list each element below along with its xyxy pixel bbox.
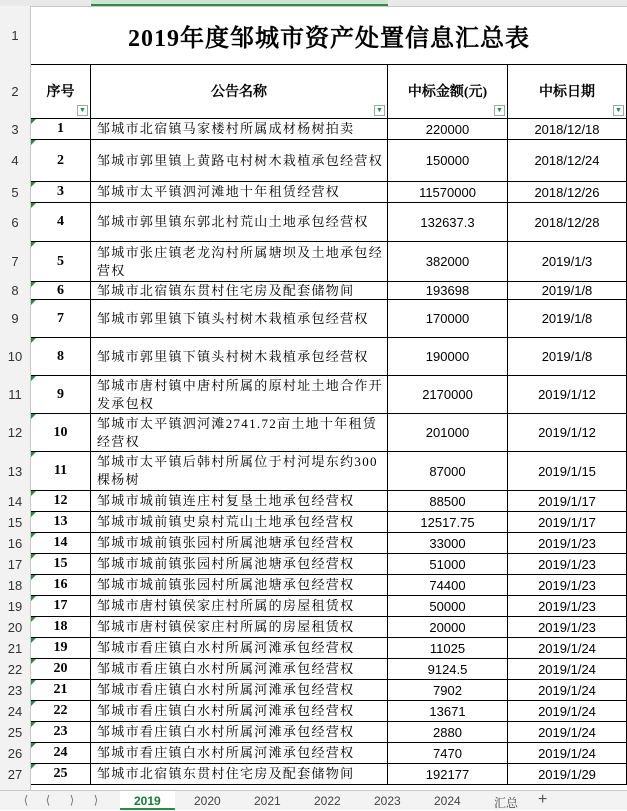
- header-amount: [388, 64, 508, 119]
- cell-comment-marker-icon: [31, 743, 36, 748]
- cell-comment-marker-icon: [31, 680, 36, 685]
- cell-comment-marker-icon: [31, 452, 36, 457]
- table-row: [31, 575, 627, 596]
- row-number-cell[interactable]: 8: [31, 338, 91, 376]
- date-cell[interactable]: 2019/1/23: [508, 617, 627, 638]
- scroll-tabs-right-icon[interactable]: ⟩: [69, 793, 75, 807]
- row-header-number[interactable]: 22: [7, 662, 23, 677]
- filter-dropdown-icon[interactable]: ▼: [77, 105, 88, 116]
- cell-comment-marker-icon: [31, 119, 36, 124]
- date-cell[interactable]: 2018/12/28: [508, 203, 627, 242]
- sheet-tab-2020[interactable]: 2020: [194, 794, 221, 808]
- amount-cell[interactable]: 9124.5: [388, 659, 508, 680]
- amount-cell[interactable]: 12517.75: [388, 512, 508, 533]
- date-cell[interactable]: 2019/1/12: [508, 376, 627, 414]
- table-row: [31, 659, 627, 680]
- row-header-number[interactable]: 18: [7, 578, 23, 593]
- table-row: [31, 680, 627, 701]
- table-row: [31, 338, 627, 376]
- announcement-name-cell[interactable]: 邹城市太平镇后韩村所属位于村河堤东约300棵杨树: [91, 452, 388, 491]
- row-number-cell[interactable]: 15: [31, 554, 91, 575]
- date-cell[interactable]: 2019/1/15: [508, 452, 627, 491]
- amount-cell[interactable]: 88500: [388, 491, 508, 512]
- row-header-number[interactable]: 16: [7, 536, 23, 551]
- cell-comment-marker-icon: [31, 554, 36, 559]
- scroll-tabs-right-icon[interactable]: ⟩: [93, 793, 99, 807]
- header-amount-label: 中标金额(元): [407, 85, 488, 100]
- row-number-cell[interactable]: 9: [31, 376, 91, 414]
- selected-column-b[interactable]: [91, 0, 388, 6]
- header-name-label: 公告名称: [211, 85, 267, 100]
- amount-cell[interactable]: 2880: [388, 722, 508, 743]
- row-header-number[interactable]: 19: [7, 599, 23, 614]
- table-row: [31, 376, 627, 414]
- scroll-tabs-left-icon[interactable]: ⟨: [23, 793, 29, 807]
- row-number-cell[interactable]: 14: [31, 533, 91, 554]
- row-header-number[interactable]: 14: [7, 494, 23, 509]
- row-header-number[interactable]: 11: [8, 387, 22, 402]
- cell-comment-marker-icon: [31, 376, 36, 381]
- column-header-bar[interactable]: [0, 0, 627, 7]
- date-cell[interactable]: 2019/1/17: [508, 512, 627, 533]
- announcement-name-cell[interactable]: 邹城市看庄镇白水村所属河滩承包经营权: [91, 638, 388, 659]
- announcement-name-cell[interactable]: 邹城市郭里镇下镇头村树木栽植承包经营权: [91, 338, 388, 376]
- announcement-name-cell[interactable]: 邹城市郭里镇下镇头村树木栽植承包经营权: [91, 300, 388, 338]
- amount-cell[interactable]: 11025: [388, 638, 508, 659]
- amount-cell[interactable]: 51000: [388, 554, 508, 575]
- table-row: [31, 701, 627, 722]
- amount-cell[interactable]: 74400: [388, 575, 508, 596]
- cell-comment-marker-icon: [31, 338, 36, 343]
- announcement-name-cell[interactable]: 邹城市太平镇泗河滩地十年租赁经营权: [91, 182, 388, 203]
- announcement-name-cell[interactable]: 邹城市看庄镇白水村所属河滩承包经营权: [91, 701, 388, 722]
- announcement-name-cell[interactable]: 邹城市郭里镇上黄路屯村树木栽植承包经营权: [91, 140, 388, 182]
- row-number-cell[interactable]: 2: [31, 140, 91, 182]
- filter-dropdown-icon[interactable]: ▼: [613, 105, 624, 116]
- amount-cell[interactable]: 7902: [388, 680, 508, 701]
- cell-comment-marker-icon: [31, 617, 36, 622]
- date-cell[interactable]: 2018/12/18: [508, 119, 627, 140]
- sheet-tab-2022[interactable]: 2022: [314, 794, 341, 808]
- date-cell[interactable]: 2019/1/23: [508, 596, 627, 617]
- table-row: [31, 554, 627, 575]
- row-number-cell[interactable]: 11: [31, 452, 91, 491]
- row-number-cell[interactable]: 20: [31, 659, 91, 680]
- table-row: [31, 638, 627, 659]
- date-cell[interactable]: 2019/1/17: [508, 491, 627, 512]
- amount-cell[interactable]: 150000: [388, 140, 508, 182]
- cell-comment-marker-icon: [31, 140, 36, 145]
- row-number-cell[interactable]: 22: [31, 701, 91, 722]
- table-row: [31, 743, 627, 764]
- table-row: [31, 140, 627, 182]
- header-no-label: 序号: [46, 85, 75, 100]
- amount-cell[interactable]: 7470: [388, 743, 508, 764]
- amount-cell[interactable]: 33000: [388, 533, 508, 554]
- row-header-number[interactable]: 24: [7, 704, 23, 719]
- row-number-cell[interactable]: 18: [31, 617, 91, 638]
- row-number-cell[interactable]: 19: [31, 638, 91, 659]
- table-row: [31, 242, 627, 282]
- table-row: [31, 119, 627, 140]
- amount-cell[interactable]: 87000: [388, 452, 508, 491]
- announcement-name-cell[interactable]: 邹城市唐村镇侯家庄村所属的房屋租赁权: [91, 596, 388, 617]
- cell-comment-marker-icon: [31, 182, 36, 187]
- amount-cell[interactable]: 11570000: [388, 182, 508, 203]
- row-number-cell[interactable]: 5: [31, 242, 91, 282]
- cell-comment-marker-icon: [31, 242, 36, 247]
- date-cell[interactable]: 2019/1/8: [508, 282, 627, 300]
- row-number-cell[interactable]: 16: [31, 575, 91, 596]
- announcement-name-cell[interactable]: 邹城市看庄镇白水村所属河滩承包经营权: [91, 680, 388, 701]
- row-number-cell[interactable]: 6: [31, 282, 91, 300]
- cell-comment-marker-icon: [31, 575, 36, 580]
- date-cell[interactable]: 2019/1/23: [508, 554, 627, 575]
- announcement-name-cell[interactable]: 邹城市张庄镇老龙沟村所属塘坝及土地承包经营权: [91, 242, 388, 282]
- add-sheet-button[interactable]: +: [538, 791, 548, 808]
- amount-cell[interactable]: 20000: [388, 617, 508, 638]
- row-number-cell[interactable]: 3: [31, 182, 91, 203]
- date-cell[interactable]: 2019/1/24: [508, 701, 627, 722]
- amount-cell[interactable]: 132637.3: [388, 203, 508, 242]
- row-number-cell[interactable]: 7: [31, 300, 91, 338]
- date-cell[interactable]: 2019/1/3: [508, 242, 627, 282]
- row-number-cell[interactable]: 23: [31, 722, 91, 743]
- row-header-number[interactable]: 27: [7, 767, 23, 782]
- date-cell[interactable]: 2019/1/8: [508, 338, 627, 376]
- announcement-name-cell[interactable]: 邹城市唐村镇中唐村所属的原村址土地合作开发承包权: [91, 376, 388, 414]
- table-row: [31, 764, 627, 785]
- amount-cell[interactable]: 220000: [388, 119, 508, 140]
- amount-cell[interactable]: 170000: [388, 300, 508, 338]
- filter-dropdown-icon[interactable]: ▼: [494, 105, 505, 116]
- sheet-tab-summary[interactable]: 汇总: [494, 796, 519, 810]
- table-row: [31, 512, 627, 533]
- row-header-number[interactable]: 2: [11, 84, 19, 99]
- row-header-number[interactable]: 12: [7, 425, 23, 440]
- date-cell[interactable]: 2019/1/23: [508, 575, 627, 596]
- amount-cell[interactable]: 190000: [388, 338, 508, 376]
- row-number-cell[interactable]: 24: [31, 743, 91, 764]
- amount-cell[interactable]: 193698: [388, 282, 508, 300]
- table-row: [31, 414, 627, 452]
- date-cell[interactable]: 2019/1/24: [508, 659, 627, 680]
- date-cell[interactable]: 2019/1/24: [508, 680, 627, 701]
- sheet-tab-2019[interactable]: 2019: [120, 791, 175, 810]
- cell-comment-marker-icon: [31, 414, 36, 419]
- row-header-number[interactable]: 4: [11, 153, 19, 168]
- row-header-number[interactable]: 23: [7, 683, 23, 698]
- announcement-name-cell[interactable]: 邹城市太平镇泗河滩2741.72亩土地十年租赁经营权: [91, 414, 388, 452]
- header-date: [508, 64, 627, 119]
- date-cell[interactable]: 2019/1/12: [508, 414, 627, 452]
- announcement-name-cell[interactable]: 邹城市看庄镇白水村所属河滩承包经营权: [91, 743, 388, 764]
- table-row: [31, 282, 627, 300]
- row-header-number[interactable]: 21: [7, 641, 23, 656]
- row-number-cell[interactable]: 13: [31, 512, 91, 533]
- table-row: [31, 203, 627, 242]
- date-cell[interactable]: 2019/1/24: [508, 743, 627, 764]
- date-cell[interactable]: 2019/1/23: [508, 533, 627, 554]
- amount-cell[interactable]: 382000: [388, 242, 508, 282]
- cell-comment-marker-icon: [31, 491, 36, 496]
- announcement-name-cell[interactable]: 邹城市北宿镇马家楼村所属成材杨树拍卖: [91, 119, 388, 140]
- row-number-cell[interactable]: 21: [31, 680, 91, 701]
- announcement-name-cell[interactable]: 邹城市北宿镇东贯村住宅房及配套储物间: [91, 282, 388, 300]
- amount-cell[interactable]: 13671: [388, 701, 508, 722]
- row-header-number[interactable]: 13: [7, 464, 23, 479]
- row-header-number[interactable]: 10: [7, 349, 23, 364]
- row-header-number[interactable]: 7: [11, 254, 19, 269]
- announcement-name-cell[interactable]: 邹城市城前镇张园村所属池塘承包经营权: [91, 533, 388, 554]
- row-number-cell[interactable]: 10: [31, 414, 91, 452]
- announcement-name-cell[interactable]: 邹城市北宿镇东贯村住宅房及配套储物间: [91, 764, 388, 785]
- cell-comment-marker-icon: [31, 533, 36, 538]
- header-name: [91, 64, 388, 119]
- announcement-name-cell[interactable]: 邹城市城前镇张园村所属池塘承包经营权: [91, 554, 388, 575]
- row-header-number[interactable]: 6: [11, 215, 19, 230]
- cell-comment-marker-icon: [31, 638, 36, 643]
- row-header-number[interactable]: 5: [11, 185, 19, 200]
- sheet-tab-2023[interactable]: 2023: [374, 794, 401, 808]
- table-row: [31, 617, 627, 638]
- date-cell[interactable]: 2019/1/8: [508, 300, 627, 338]
- announcement-name-cell[interactable]: 邹城市城前镇张园村所属池塘承包经营权: [91, 575, 388, 596]
- row-number-cell[interactable]: 17: [31, 596, 91, 617]
- row-header-number[interactable]: 1: [11, 28, 19, 43]
- amount-cell[interactable]: 50000: [388, 596, 508, 617]
- sheet-tab-bar: [0, 790, 627, 810]
- announcement-name-cell[interactable]: 邹城市城前镇史泉村荒山土地承包经营权: [91, 512, 388, 533]
- announcement-name-cell[interactable]: 邹城市城前镇连庄村复垦土地承包经营权: [91, 491, 388, 512]
- row-header-number[interactable]: 17: [7, 557, 23, 572]
- cell-comment-marker-icon: [31, 282, 36, 287]
- date-cell[interactable]: 2018/12/26: [508, 182, 627, 203]
- table-row: [31, 491, 627, 512]
- row-header-number[interactable]: 26: [7, 746, 23, 761]
- header-date-label: 中标日期: [539, 85, 595, 100]
- sheet-tab-2021[interactable]: 2021: [254, 794, 281, 808]
- row-header-number[interactable]: 25: [7, 725, 23, 740]
- date-cell[interactable]: 2019/1/29: [508, 764, 627, 785]
- cell-comment-marker-icon: [31, 722, 36, 727]
- sheet-title: 2019年度邹城市资产处置信息汇总表: [31, 7, 627, 65]
- cell-comment-marker-icon: [31, 203, 36, 208]
- cell-comment-marker-icon: [31, 300, 36, 305]
- row-header-number[interactable]: 8: [11, 283, 19, 298]
- cell-comment-marker-icon: [31, 512, 36, 517]
- cell-comment-marker-icon: [31, 596, 36, 601]
- table-row: [31, 182, 627, 203]
- row-header-number[interactable]: 9: [11, 311, 19, 326]
- amount-cell[interactable]: 201000: [388, 414, 508, 452]
- row-header-bar[interactable]: [0, 6, 31, 790]
- sheet-tab-2024[interactable]: 2024: [434, 794, 461, 808]
- amount-cell[interactable]: 2170000: [388, 376, 508, 414]
- announcement-name-cell[interactable]: 邹城市唐村镇侯家庄村所属的房屋租赁权: [91, 617, 388, 638]
- cell-comment-marker-icon: [31, 764, 36, 769]
- row-number-cell[interactable]: 25: [31, 764, 91, 785]
- table-row: [31, 533, 627, 554]
- row-number-cell[interactable]: 1: [31, 119, 91, 140]
- scroll-tabs-left-icon[interactable]: ⟨: [45, 793, 51, 807]
- cell-comment-marker-icon: [31, 659, 36, 664]
- row-header-number[interactable]: 3: [11, 122, 19, 137]
- date-cell[interactable]: 2019/1/24: [508, 638, 627, 659]
- row-header-number[interactable]: 20: [7, 620, 23, 635]
- row-header-number[interactable]: 15: [7, 515, 23, 530]
- row-number-cell[interactable]: 12: [31, 491, 91, 512]
- amount-cell[interactable]: 192177: [388, 764, 508, 785]
- table-row: [31, 722, 627, 743]
- filter-dropdown-icon[interactable]: ▼: [374, 105, 385, 116]
- date-cell[interactable]: 2019/1/24: [508, 722, 627, 743]
- date-cell[interactable]: 2018/12/24: [508, 140, 627, 182]
- header-no: [31, 64, 91, 119]
- announcement-name-cell[interactable]: 邹城市郭里镇东郭北村荒山土地承包经营权: [91, 203, 388, 242]
- table-row: [31, 596, 627, 617]
- table-row: [31, 300, 627, 338]
- announcement-name-cell[interactable]: 邹城市看庄镇白水村所属河滩承包经营权: [91, 722, 388, 743]
- table-row: [31, 452, 627, 491]
- announcement-name-cell[interactable]: 邹城市看庄镇白水村所属河滩承包经营权: [91, 659, 388, 680]
- cell-comment-marker-icon: [31, 701, 36, 706]
- row-number-cell[interactable]: 4: [31, 203, 91, 242]
